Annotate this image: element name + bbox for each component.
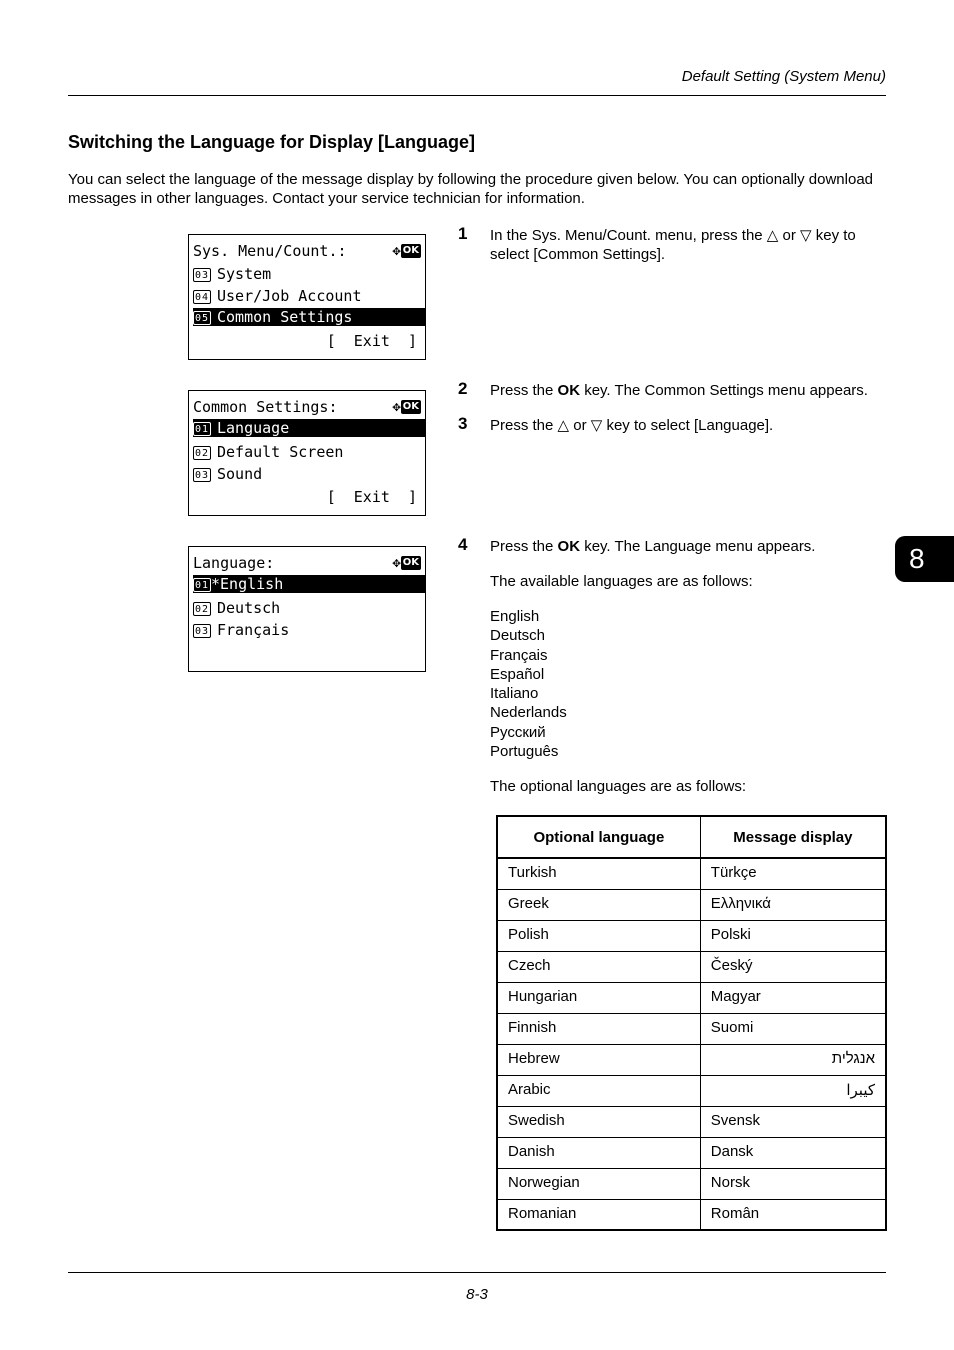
table-row: Turkish Türkçe <box>497 858 886 889</box>
table-row: Hungarian Magyar <box>497 982 886 1013</box>
list-item: Русский <box>490 723 546 741</box>
available-intro: The available languages are as follows: <box>490 573 753 590</box>
section-title: Switching the Language for Display [Language] <box>68 132 476 152</box>
running-header: Default Setting (System Menu) <box>681 68 886 85</box>
step-2-text: Press the OK key. The Common Settings menu appears. <box>490 382 868 399</box>
table-row: Norwegian Norsk <box>497 1168 886 1199</box>
available-languages-list <box>490 607 890 761</box>
nav-ok-icon: ✥ OK <box>392 555 419 571</box>
lcd-screen-language <box>188 546 426 672</box>
column-header: Message display <box>700 816 886 858</box>
lcd-screen-sys-menu <box>188 234 426 360</box>
list-item: English <box>490 608 540 625</box>
lcd-title: Sys. Menu/Count.: <box>193 242 347 260</box>
step-3-text: Press the △ or ▽ key to select [Language]. <box>490 417 774 434</box>
list-item: Español <box>490 665 545 683</box>
table-row: Arabic كيبرا <box>497 1075 886 1106</box>
column-header: Optional language <box>497 816 700 858</box>
table-row: Swedish Svensk <box>497 1106 886 1137</box>
lcd-title: Common Settings: <box>193 398 338 416</box>
table-row: Greek Ελληνικά <box>497 889 886 920</box>
list-item: Italiano <box>490 685 539 703</box>
step-number: 1 <box>458 224 468 243</box>
header-rule <box>68 95 886 96</box>
lcd-row-selected: 05 Common Settings <box>193 308 425 326</box>
step-1-text: In the Sys. Menu/Count. menu, press the △ or ▽ key to select [Common Settings]. <box>490 227 856 263</box>
lcd-exit: [ Exit ] <box>326 488 417 506</box>
list-item: Deutsch <box>490 627 546 645</box>
list-item: Français <box>490 646 548 664</box>
table-row: Polish Polski <box>497 920 886 951</box>
footer-rule <box>68 1272 886 1273</box>
optional-intro: The optional languages are as follows: <box>490 778 746 795</box>
chapter-tab: 8 <box>895 536 954 582</box>
list-item: Português <box>490 743 559 761</box>
optional-languages-table <box>496 815 887 1231</box>
nav-ok-icon: ✥ OK <box>392 243 419 259</box>
table-row: Romanian Român <box>497 1199 886 1230</box>
lcd-row: 04 User/Job Account <box>194 287 362 305</box>
step-4-text: Press the OK key. The Language menu appears. <box>490 538 816 555</box>
lcd-title: Language: <box>193 554 275 572</box>
lcd-exit: [ Exit ] <box>326 332 417 350</box>
nav-ok-icon: ✥ OK <box>392 399 419 415</box>
lcd-row: 03 Français <box>194 621 290 639</box>
table-row: Finnish Suomi <box>497 1013 886 1044</box>
lcd-row-selected: 01 *English <box>193 575 425 593</box>
page-number: 8-3 <box>466 1286 488 1303</box>
step-number: 3 <box>458 414 468 433</box>
table-row: Czech Český <box>497 951 886 982</box>
lcd-screen-common-settings <box>188 390 426 516</box>
lcd-row: 02 Default Screen <box>194 443 344 461</box>
lcd-row: 03 Sound <box>194 465 263 483</box>
step-number: 2 <box>458 379 468 398</box>
intro-paragraph: You can select the language of the message display by following the procedure given below. You can optionally download messages in other languages. Contact your service technician for information. <box>68 171 874 207</box>
table-row: Hebrew אנגלית <box>497 1044 886 1075</box>
table-row: Danish Dansk <box>497 1137 886 1168</box>
lcd-row-selected: 01 Language <box>193 419 425 437</box>
list-item: Nederlands <box>490 704 567 722</box>
lcd-row: 02 Deutsch <box>194 599 281 617</box>
lcd-row: 03 System <box>194 265 272 283</box>
step-number: 4 <box>458 535 468 554</box>
